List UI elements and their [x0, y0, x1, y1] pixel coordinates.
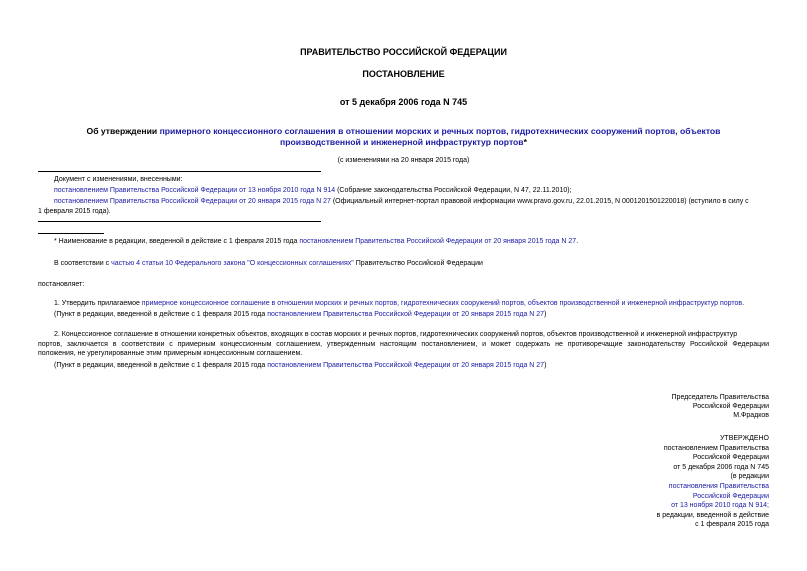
approved-line-3: Российской Федерации	[692, 454, 769, 462]
paragraph-1	[54, 299, 744, 308]
approved-link-line-6[interactable]: постановления Правительства	[668, 482, 769, 490]
changes-item-2-link[interactable]: постановлением Правительства Российской Федерации от 20 января 2015 года N 27	[54, 198, 331, 205]
divider-top	[38, 171, 321, 172]
title-link-continued[interactable]: производственной и инженерной инфраструктур портов	[280, 137, 524, 147]
changes-item-1-link[interactable]: постановлением Правительства Российской Федерации от 13 ноября 2010 года N 914	[54, 187, 336, 194]
footnote-divider	[38, 233, 104, 234]
paragraph-2-line-2: портов, заключается в соответствии с примерным концессионным соглашением, утвержденным настоящим постановлением, и может содержать не противоречащие законодательству Российской Федерации	[38, 340, 769, 348]
paragraph-2-note	[54, 361, 546, 370]
title-prefix: Об утверждении	[86, 126, 160, 136]
document-title	[0, 126, 807, 148]
paragraph-1-text: 1. Утвердить прилагаемое	[54, 300, 142, 307]
changes-item-1-text: (Собрание законодательства Российской Федерации, N 47, 22.11.2010);	[335, 187, 572, 194]
document-date: от 5 декабря 2006 года N 745	[339, 97, 468, 107]
document-type: ПОСТАНОВЛЕНИЕ	[362, 69, 445, 79]
changes-intro: Документ с изменениями, внесенными:	[54, 176, 183, 183]
paragraph-2-note-link[interactable]: постановлением Правительства Российской Федерации от 20 января 2015 года N 27	[267, 362, 545, 369]
divider-bottom	[38, 221, 321, 222]
changes-item-2-text: (Официальный интернет-портал правовой информации www.pravo.gov.ru, 22.01.2015, N 0001201501220018) (вступило в силу с	[330, 198, 749, 205]
paragraph-1-link[interactable]: примерное концессионное соглашение в отношении морских и речных портов, гидротехнических сооружений портов, объектов производственной и инженерной инфраструктур портов	[141, 300, 743, 307]
approved-line-4: от 5 декабря 2006 года N 745	[673, 463, 769, 471]
paragraph-2-note-end: )	[544, 362, 547, 369]
approved-link-line-7[interactable]: Российской Федерации	[692, 492, 769, 500]
footnote	[54, 237, 578, 246]
basis-suffix: Правительство Российской Федерации	[353, 260, 483, 267]
footnote-text: * Наименование в редакции, введенной в действие с 1 февраля 2015 года	[54, 238, 300, 245]
basis-law-link[interactable]: частью 4 статьи 10 Федерального закона "О концессионных соглашениях"	[111, 260, 354, 267]
approved-line-2: постановлением Правительства	[663, 444, 769, 452]
paragraph-2-note-text: (Пункт в редакции, введенной в действие с 1 февраля 2015 года	[54, 362, 268, 369]
signature-country: Российской Федерации	[692, 403, 769, 411]
paragraph-2-line-3: положения, не урегулированные этим примерным концессионным соглашением.	[38, 350, 303, 357]
approved-block	[657, 434, 769, 530]
signature-block	[672, 393, 769, 421]
footnote-end: .	[576, 238, 579, 245]
approved-heading: УТВЕРЖДЕНО	[719, 435, 769, 442]
footnote-link[interactable]: постановлением Правительства Российской Федерации от 20 января 2015 года N 27	[299, 238, 577, 245]
government-heading: ПРАВИТЕЛЬСТВО РОССИЙСКОЙ ФЕДЕРАЦИИ	[300, 47, 507, 57]
approved-line-9: в редакции, введенной в действие	[656, 511, 769, 519]
paragraph-1-note-link[interactable]: постановлением Правительства Российской Федерации от 20 января 2015 года N 27	[267, 311, 545, 318]
approved-line-10: с 1 февраля 2015 года	[695, 521, 769, 529]
paragraph-2-line-1: 2. Концессионное соглашение в отношении конкретных объектов, входящих в состав морских и речных портов, гидротехнических сооружений портов, объектов производственной и инженерной инфраструктур	[54, 331, 738, 338]
title-link[interactable]: примерного концессионного соглашения в отношении морских и речных портов, гидротехнических сооружений портов, объектов	[159, 126, 721, 136]
changes-item-2-end: 1 февраля 2015 года).	[38, 208, 111, 215]
paragraph-1-note	[54, 310, 546, 319]
signature-name: М.Фрадков	[733, 412, 769, 420]
changes-item-1	[54, 186, 572, 195]
approved-line-5: (в редакции	[730, 473, 769, 481]
revision-note: (с изменениями на 20 января 2015 года)	[337, 157, 470, 164]
paragraph-1-end: .	[742, 300, 745, 307]
title-asterisk: *	[523, 137, 527, 147]
decides-text: постановляет:	[38, 281, 85, 288]
paragraph-1-note-end: )	[544, 311, 547, 318]
basis-prefix: В соответствии с	[54, 260, 112, 267]
signature-position: Председатель Правительства	[671, 394, 769, 401]
basis-paragraph	[54, 259, 483, 268]
paragraph-1-note-text: (Пункт в редакции, введенной в действие с 1 февраля 2015 года	[54, 311, 268, 318]
changes-item-2	[54, 197, 749, 206]
approved-link-line-8[interactable]: от 13 ноября 2010 года N 914;	[671, 502, 769, 510]
